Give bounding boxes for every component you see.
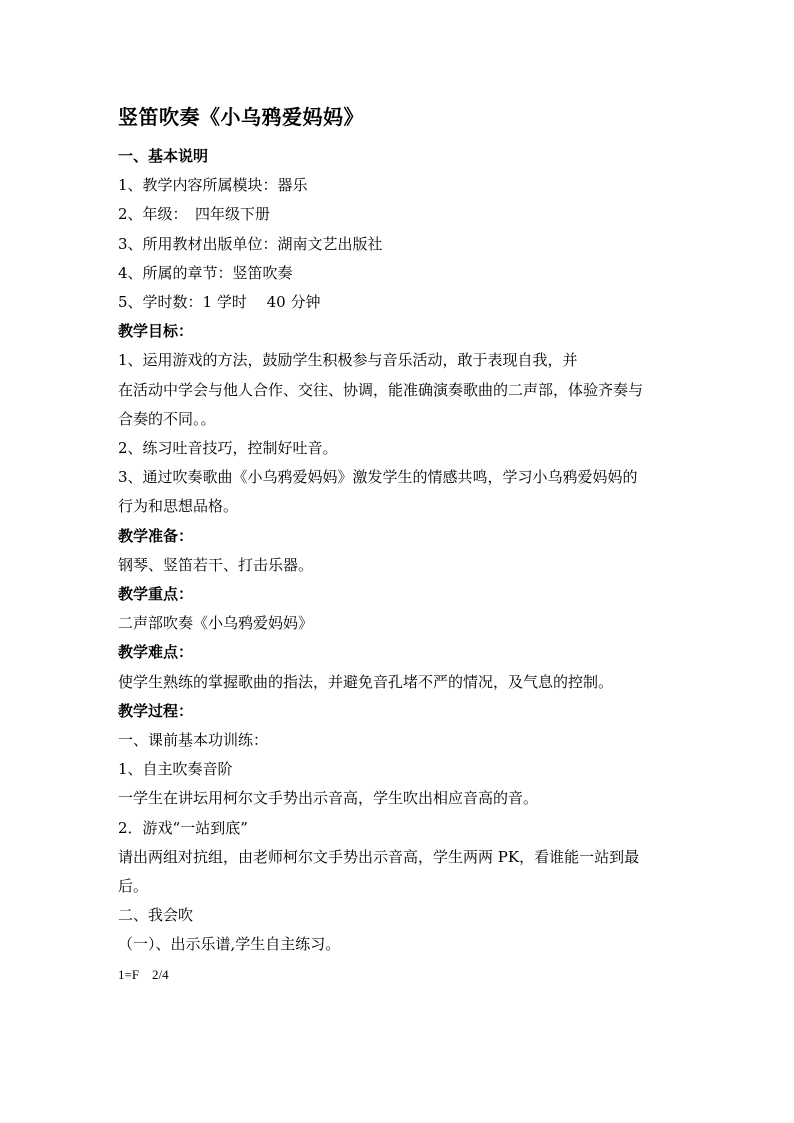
objective-line: 行为和思想品格。 xyxy=(118,497,239,516)
basic-info-item: 1、教学内容所属模块：器乐 xyxy=(118,176,308,195)
basic-info-item: 4、所属的章节：竖笛吹奏 xyxy=(118,263,293,282)
process-line: 一、课前基本功训练： xyxy=(118,731,269,750)
process-line: 二、我会吹 xyxy=(118,906,194,925)
difficulty-text: 使学生熟练的掌握歌曲的指法，并避免音孔堵不严的情况，及气息的控制。 xyxy=(118,672,614,691)
section-heading-keypoint: 教学重点： xyxy=(118,585,194,604)
preparation-text: 钢琴、竖笛若干、打击乐器。 xyxy=(118,555,314,574)
objective-line: 合奏的不同。。 xyxy=(118,409,216,428)
process-line: 后。 xyxy=(118,877,149,896)
process-line: 1、自主吹奏音阶 xyxy=(118,760,233,779)
section-heading-difficulty: 教学难点： xyxy=(118,643,194,662)
basic-info-item: 5、学时数：1 学时 40 分钟 xyxy=(118,293,321,312)
basic-info-item: 2、年级： 四年级下册 xyxy=(118,205,271,224)
document-body xyxy=(118,104,688,989)
section-heading-basic-info: 一、基本说明 xyxy=(118,147,209,165)
basic-info-item: 3、所用教材出版单位：湖南文艺出版社 xyxy=(118,234,383,253)
objective-line: 3、通过吹奏歌曲《小乌鸦爱妈妈》激发学生的情感共鸣，学习小乌鸦爱妈妈的 xyxy=(118,468,638,487)
objective-line: 2、练习吐音技巧，控制好吐音。 xyxy=(118,439,338,458)
section-heading-preparation: 教学准备： xyxy=(118,526,194,545)
process-line: 一学生在讲坛用柯尔文手势出示音高，学生吹出相应音高的音。 xyxy=(118,789,539,808)
process-line: 请出两组对抗组，由老师柯尔文手势出示音高，学生两两 PK，看谁能一站到最 xyxy=(118,847,640,866)
objective-line: 1、运用游戏的方法，鼓励学生积极参与音乐活动，敢于表现自我，并 xyxy=(118,351,578,370)
objective-line: 在活动中学会与他人合作、交往、协调，能准确演奏歌曲的二声部，体验齐奏与 xyxy=(118,380,644,399)
keypoint-text: 二声部吹奏《小乌鸦爱妈妈》 xyxy=(118,614,314,633)
page-title: 竖笛吹奏《小乌鸦爱妈妈》 xyxy=(118,105,364,129)
process-line: （一）、出示乐谱,学生自主练习。 xyxy=(118,935,341,954)
section-heading-process: 教学过程： xyxy=(118,701,194,720)
section-heading-objectives: 教学目标： xyxy=(118,322,194,341)
score-key-signature: 1=F 2/4 xyxy=(118,966,169,982)
process-line: 2．游戏“一站到底” xyxy=(118,818,248,837)
